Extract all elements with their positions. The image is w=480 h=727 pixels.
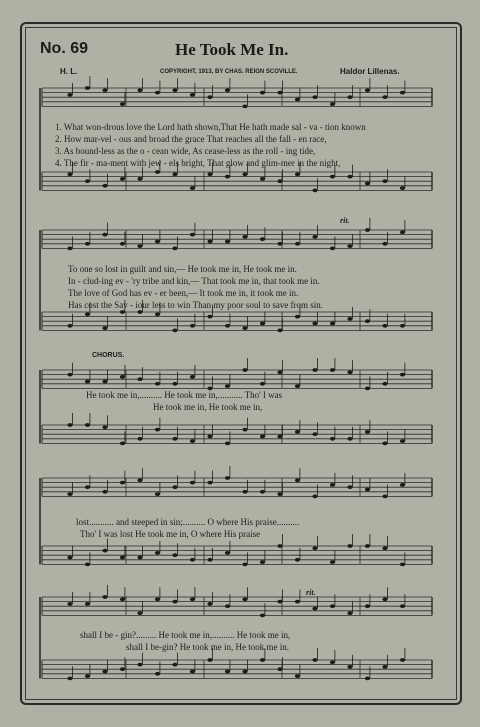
note-head bbox=[67, 373, 72, 377]
note-head bbox=[277, 242, 282, 246]
note-head bbox=[330, 322, 335, 326]
note-head bbox=[277, 329, 282, 333]
note-head bbox=[347, 437, 352, 441]
note-head bbox=[330, 437, 335, 441]
note-head bbox=[242, 428, 247, 432]
note-head bbox=[155, 382, 160, 386]
note-head bbox=[172, 437, 177, 441]
note-head bbox=[85, 423, 90, 427]
note-head bbox=[382, 179, 387, 183]
note-head bbox=[225, 175, 230, 179]
note-head bbox=[172, 485, 177, 489]
note-head bbox=[312, 658, 317, 662]
note-head bbox=[295, 384, 300, 388]
note-head bbox=[277, 600, 282, 604]
verse3-line-b: The love of God has ev - er been,— It took me in, it took me in. bbox=[68, 288, 299, 298]
note-head bbox=[295, 315, 300, 319]
note-head bbox=[137, 310, 142, 314]
note-head bbox=[312, 607, 317, 611]
note-head bbox=[120, 442, 125, 446]
note-head bbox=[67, 93, 72, 97]
note-head bbox=[225, 442, 230, 446]
note-head bbox=[260, 658, 265, 662]
note-head bbox=[137, 244, 142, 248]
note-head bbox=[102, 425, 107, 429]
note-head bbox=[225, 551, 230, 555]
note-head bbox=[365, 88, 370, 92]
note-head bbox=[400, 230, 405, 234]
note-head bbox=[242, 490, 247, 494]
note-head bbox=[207, 315, 212, 319]
note-head bbox=[137, 88, 142, 92]
rit-marking-2: rit. bbox=[306, 588, 316, 597]
chorus-line1-lower: He took me in, He took me in, bbox=[153, 402, 263, 412]
note-head bbox=[365, 319, 370, 323]
note-head bbox=[120, 310, 125, 314]
note-head bbox=[172, 88, 177, 92]
note-head bbox=[120, 667, 125, 671]
note-head bbox=[207, 172, 212, 176]
note-head bbox=[225, 670, 230, 674]
composer-name: Haldor Lillenas. bbox=[340, 67, 400, 76]
note-head bbox=[190, 324, 195, 328]
note-head bbox=[382, 546, 387, 550]
note-head bbox=[225, 604, 230, 608]
note-head bbox=[277, 667, 282, 671]
chorus-line2-upper: lost........... and steeped in sin;.......... O where His praise.......... bbox=[76, 517, 300, 527]
note-head bbox=[120, 375, 125, 379]
note-head bbox=[102, 380, 107, 384]
note-head bbox=[242, 326, 247, 330]
note-head bbox=[347, 244, 352, 248]
note-head bbox=[295, 98, 300, 102]
note-head bbox=[120, 597, 125, 601]
note-head bbox=[67, 556, 72, 560]
note-head bbox=[67, 423, 72, 427]
note-head bbox=[312, 432, 317, 436]
note-head bbox=[137, 611, 142, 615]
note-head bbox=[85, 674, 90, 678]
note-head bbox=[155, 91, 160, 95]
note-head bbox=[67, 247, 72, 251]
note-head bbox=[102, 233, 107, 237]
note-head bbox=[102, 184, 107, 188]
note-head bbox=[172, 600, 177, 604]
hymn-title: He Took Me In. bbox=[175, 40, 289, 59]
note-head bbox=[102, 326, 107, 330]
note-head bbox=[242, 563, 247, 567]
chorus-line3-lower: shall I be-gin? He took me in, He took me in. bbox=[126, 642, 289, 652]
note-head bbox=[85, 179, 90, 183]
note-head bbox=[400, 563, 405, 567]
note-head bbox=[85, 86, 90, 90]
note-head bbox=[242, 368, 247, 372]
note-head bbox=[207, 602, 212, 606]
note-head bbox=[172, 329, 177, 333]
note-head bbox=[225, 88, 230, 92]
verse2-line-a: 2. How mar-vel - ous and broad the grace That reaches all the fall - en race, bbox=[55, 134, 327, 144]
note-head bbox=[330, 247, 335, 251]
note-head bbox=[260, 435, 265, 439]
note-head bbox=[85, 485, 90, 489]
note-head bbox=[120, 102, 125, 106]
note-head bbox=[207, 558, 212, 562]
note-head bbox=[312, 495, 317, 499]
note-head bbox=[347, 544, 352, 548]
note-head bbox=[155, 551, 160, 555]
note-head bbox=[400, 186, 405, 190]
note-head bbox=[190, 597, 195, 601]
verse1-line-a: 1. What won-drous love the Lord hath shown,That He hath made sal - va - tion known bbox=[55, 122, 366, 132]
note-head bbox=[155, 312, 160, 316]
note-head bbox=[85, 242, 90, 246]
note-head bbox=[382, 665, 387, 669]
hymn-number: No. 69 bbox=[40, 40, 89, 57]
note-head bbox=[102, 88, 107, 92]
note-head bbox=[242, 670, 247, 674]
note-head bbox=[312, 189, 317, 193]
note-head bbox=[207, 481, 212, 485]
note-head bbox=[400, 373, 405, 377]
note-head bbox=[67, 172, 72, 176]
note-head bbox=[382, 442, 387, 446]
note-head bbox=[382, 242, 387, 246]
note-head bbox=[207, 240, 212, 244]
note-head bbox=[400, 91, 405, 95]
note-head bbox=[312, 546, 317, 550]
note-head bbox=[312, 95, 317, 99]
note-head bbox=[260, 490, 265, 494]
note-head bbox=[347, 175, 352, 179]
note-head bbox=[120, 481, 125, 485]
note-head bbox=[295, 430, 300, 434]
note-head bbox=[67, 324, 72, 328]
note-head bbox=[137, 177, 142, 181]
verse3-line-a: 3. As bound-less as the o - cean wide, As cease-less as the roll - ing tide, bbox=[55, 146, 316, 156]
note-head bbox=[190, 186, 195, 190]
note-head bbox=[382, 382, 387, 386]
note-head bbox=[242, 105, 247, 109]
note-head bbox=[277, 435, 282, 439]
note-head bbox=[347, 611, 352, 615]
note-head bbox=[137, 663, 142, 667]
note-head bbox=[260, 382, 265, 386]
note-head bbox=[330, 660, 335, 664]
note-head bbox=[207, 95, 212, 99]
note-head bbox=[137, 478, 142, 482]
note-head bbox=[260, 237, 265, 241]
note-head bbox=[347, 95, 352, 99]
note-head bbox=[155, 240, 160, 244]
verse4-line-b: Has cost the Sav - iour less to win Than my poor soul to save from sin. bbox=[68, 300, 324, 310]
note-head bbox=[347, 665, 352, 669]
note-head bbox=[120, 556, 125, 560]
note-head bbox=[277, 370, 282, 374]
note-head bbox=[155, 672, 160, 676]
note-head bbox=[295, 172, 300, 176]
note-head bbox=[330, 175, 335, 179]
note-head bbox=[347, 370, 352, 374]
note-head bbox=[190, 481, 195, 485]
rit-marking-1: rit. bbox=[340, 216, 350, 225]
note-head bbox=[137, 437, 142, 441]
note-head bbox=[295, 600, 300, 604]
copyright-line: COPYRIGHT, 1913, BY CHAS. REIGN SCOVILLE. bbox=[160, 69, 298, 75]
note-head bbox=[400, 483, 405, 487]
note-head bbox=[400, 439, 405, 443]
note-head bbox=[190, 93, 195, 97]
note-head bbox=[330, 604, 335, 608]
note-head bbox=[260, 322, 265, 326]
note-head bbox=[172, 663, 177, 667]
note-head bbox=[365, 677, 370, 681]
note-head bbox=[155, 492, 160, 496]
note-head bbox=[102, 490, 107, 494]
note-head bbox=[155, 597, 160, 601]
chorus-line2-lower: Tho' I was lost He took me in, O where His praise bbox=[80, 529, 261, 539]
note-head bbox=[260, 177, 265, 181]
note-head bbox=[312, 368, 317, 372]
note-head bbox=[347, 485, 352, 489]
note-head bbox=[190, 233, 195, 237]
note-head bbox=[400, 324, 405, 328]
note-head bbox=[400, 604, 405, 608]
note-head bbox=[190, 558, 195, 562]
verse1-line-b: To one so lost in guilt and sin,— He took me in, He took me in. bbox=[68, 264, 297, 274]
note-head bbox=[277, 179, 282, 183]
note-head bbox=[172, 382, 177, 386]
note-head bbox=[382, 495, 387, 499]
note-head bbox=[295, 242, 300, 246]
note-head bbox=[102, 549, 107, 553]
author-initials: H. L. bbox=[60, 67, 78, 76]
note-head bbox=[365, 387, 370, 391]
note-head bbox=[242, 597, 247, 601]
note-head bbox=[102, 670, 107, 674]
note-head bbox=[190, 439, 195, 443]
note-head bbox=[295, 558, 300, 562]
note-head bbox=[295, 674, 300, 678]
note-head bbox=[382, 597, 387, 601]
note-head bbox=[225, 384, 230, 388]
note-head bbox=[260, 91, 265, 95]
note-head bbox=[102, 595, 107, 599]
note-head bbox=[190, 670, 195, 674]
note-head bbox=[85, 602, 90, 606]
note-head bbox=[330, 483, 335, 487]
note-head bbox=[365, 544, 370, 548]
note-head bbox=[347, 317, 352, 321]
note-head bbox=[277, 544, 282, 548]
note-head bbox=[225, 476, 230, 480]
note-head bbox=[365, 430, 370, 434]
note-head bbox=[207, 658, 212, 662]
note-head bbox=[172, 553, 177, 557]
note-head bbox=[207, 435, 212, 439]
note-head bbox=[365, 604, 370, 608]
note-head bbox=[190, 375, 195, 379]
note-head bbox=[382, 95, 387, 99]
note-head bbox=[67, 677, 72, 681]
note-head bbox=[155, 428, 160, 432]
note-head bbox=[260, 560, 265, 564]
note-head bbox=[382, 324, 387, 328]
chorus-marking: CHORUS. bbox=[92, 352, 125, 359]
note-head bbox=[277, 91, 282, 95]
note-head bbox=[295, 478, 300, 482]
note-head bbox=[365, 488, 370, 492]
note-head bbox=[225, 324, 230, 328]
chorus-line3-upper: shall I be - gin?......... He took me in,.......... He took me in, bbox=[80, 630, 291, 640]
note-head bbox=[242, 235, 247, 239]
note-head bbox=[85, 380, 90, 384]
note-head bbox=[242, 172, 247, 176]
verse4-line-a: 4. The fir - ma-ment with jew - els bright, That glow and glim-mer in the night, bbox=[55, 158, 341, 168]
note-head bbox=[365, 182, 370, 186]
note-head bbox=[137, 377, 142, 381]
note-head bbox=[172, 172, 177, 176]
note-head bbox=[260, 614, 265, 618]
note-head bbox=[365, 228, 370, 232]
note-head bbox=[400, 658, 405, 662]
note-head bbox=[120, 177, 125, 181]
note-head bbox=[67, 602, 72, 606]
note-head bbox=[155, 170, 160, 174]
chorus-line1-upper: He took me in,.......... He took me in,........... Tho' I was bbox=[86, 390, 283, 400]
note-head bbox=[120, 242, 125, 246]
note-head bbox=[330, 560, 335, 564]
verse2-line-b: In - clud-ing ev - 'ry tribe and kin,— That took me in, that took me in. bbox=[68, 276, 320, 286]
note-head bbox=[330, 102, 335, 106]
note-head bbox=[137, 556, 142, 560]
note-head bbox=[330, 368, 335, 372]
note-head bbox=[312, 322, 317, 326]
note-head bbox=[172, 247, 177, 251]
note-head bbox=[67, 492, 72, 496]
note-head bbox=[277, 492, 282, 496]
note-head bbox=[85, 312, 90, 316]
note-head bbox=[85, 563, 90, 567]
note-head bbox=[225, 240, 230, 244]
note-head bbox=[312, 235, 317, 239]
